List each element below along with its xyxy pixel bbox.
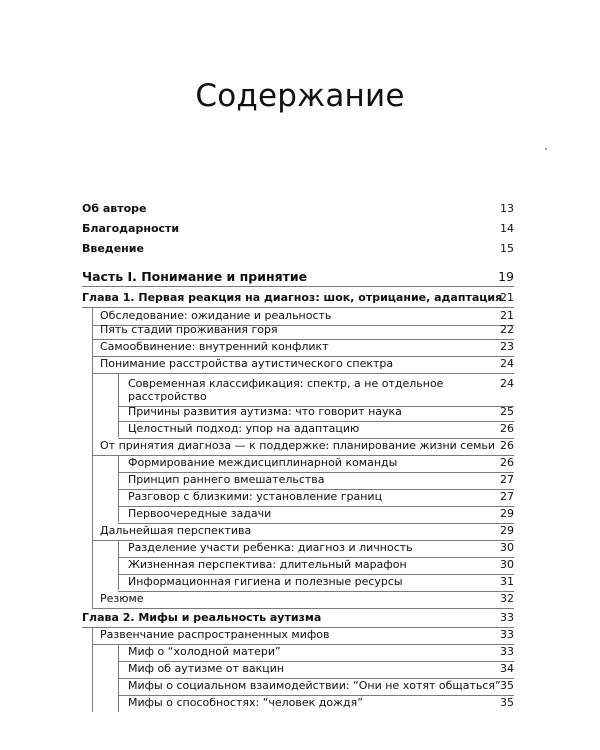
toc-nesting-line	[92, 308, 93, 608]
toc-entry-page: 23	[500, 340, 514, 353]
toc-entry-page: 35	[500, 679, 514, 692]
toc-divider	[82, 286, 514, 287]
toc-divider	[118, 591, 514, 592]
toc-entry-title: Резюме	[100, 592, 144, 605]
toc-entry-title: Пять стадий проживания горя	[100, 323, 278, 336]
toc-entry-page: 14	[500, 222, 514, 235]
toc-nesting-line	[118, 373, 119, 437]
toc-entry-title: Жизненная перспектива: длительный марафон	[128, 558, 407, 571]
toc-entry-page: 29	[500, 524, 514, 537]
toc-entry-page: 29	[500, 507, 514, 520]
toc-entry-title: Формирование междисциплинарной команды	[128, 456, 398, 469]
toc-entry-page: 21	[500, 309, 514, 322]
toc-divider	[82, 307, 514, 308]
toc-entry-page: 32	[500, 592, 514, 605]
toc-entry-title: Миф об аутизме от вакцин	[128, 662, 285, 675]
toc-entry-title: Об авторе	[82, 202, 147, 215]
toc-nesting-line	[118, 455, 119, 522]
toc-entry-title: Целостный подход: упор на адаптацию	[128, 422, 360, 435]
toc-entry-page: 27	[500, 490, 514, 503]
toc-entry-title: Глава 1. Первая реакция на диагноз: шок, отрицание, адаптация	[82, 291, 503, 304]
toc-entry-page: 26	[500, 422, 514, 435]
toc-entry-title: Благодарности	[82, 222, 180, 235]
toc-entry-page: 24	[500, 357, 514, 370]
toc-entry-title: Информационная гигиена и полезные ресурсы	[128, 575, 403, 588]
toc-divider	[92, 373, 514, 374]
toc-entry-page: 31	[500, 575, 514, 588]
toc-entry-title: Понимание расстройства аутистического спектра	[100, 357, 394, 370]
toc-entry-page: 33	[500, 628, 514, 641]
toc-entry-page: 22	[500, 323, 514, 336]
toc-entry-title: расстройство	[128, 390, 207, 403]
toc-entry-title: Принцип раннего вмешательства	[128, 473, 325, 486]
toc-entry-page: 35	[500, 696, 514, 709]
toc-entry-title: Мифы о социальном взаимодействии: “Они не хотят общаться”	[128, 679, 501, 692]
toc-entry-page: 30	[500, 558, 514, 571]
toc-entry-title: Миф о “холодной матери”	[128, 645, 281, 658]
toc-entry-title: От принятия диагноза — к поддержке: планирование жизни семьи	[100, 439, 496, 452]
toc-entry-title: Причины развития аутизма: что говорит наука	[128, 405, 402, 418]
toc-entry-title: Введение	[82, 242, 144, 255]
toc-entry-page: 27	[500, 473, 514, 486]
toc-entry-page: 25	[500, 405, 514, 418]
toc-entry-title: Современная классификация: спектр, а не отдельное	[128, 377, 444, 390]
toc-nesting-line	[92, 627, 93, 712]
toc-entry-title: Первоочередные задачи	[128, 507, 272, 520]
toc-entry-title: Мифы о способностях: “человек дождя”	[128, 696, 363, 709]
toc-entry-title: Дальнейшая перспектива	[100, 524, 252, 537]
toc-entry-title: Обследование: ожидание и реальность	[100, 309, 332, 322]
toc-entry-page: 34	[500, 662, 514, 675]
toc-entry-title: Развенчание распространенных мифов	[100, 628, 330, 641]
toc-divider	[92, 608, 514, 609]
toc-entry-title: Самообвинение: внутренний конфликт	[100, 340, 329, 353]
toc-entry-page: 33	[500, 645, 514, 658]
toc-entry-page: 24	[500, 377, 514, 390]
toc-entry-page: 15	[500, 242, 514, 255]
toc-nesting-line	[118, 540, 119, 590]
toc-entry-title: Разделение участи ребенка: диагноз и личность	[128, 541, 413, 554]
toc-entry-page: 26	[500, 439, 514, 452]
toc-entry-page: 33	[500, 611, 514, 624]
toc-entry-page: 30	[500, 541, 514, 554]
toc-entry-page: 13	[500, 202, 514, 215]
toc-entry-title: Глава 2. Мифы и реальность аутизма	[82, 611, 322, 624]
toc-entry-page: 19	[498, 269, 514, 284]
toc-entry-title: Часть I. Понимание и принятие	[82, 269, 308, 284]
toc-entry-page: 21	[500, 291, 514, 304]
toc-nesting-line	[118, 644, 119, 712]
toc-entry-title: Разговор с близкими: установление границ	[128, 490, 383, 503]
toc-entry-page: 26	[500, 456, 514, 469]
page-title: Содержание	[195, 78, 405, 114]
